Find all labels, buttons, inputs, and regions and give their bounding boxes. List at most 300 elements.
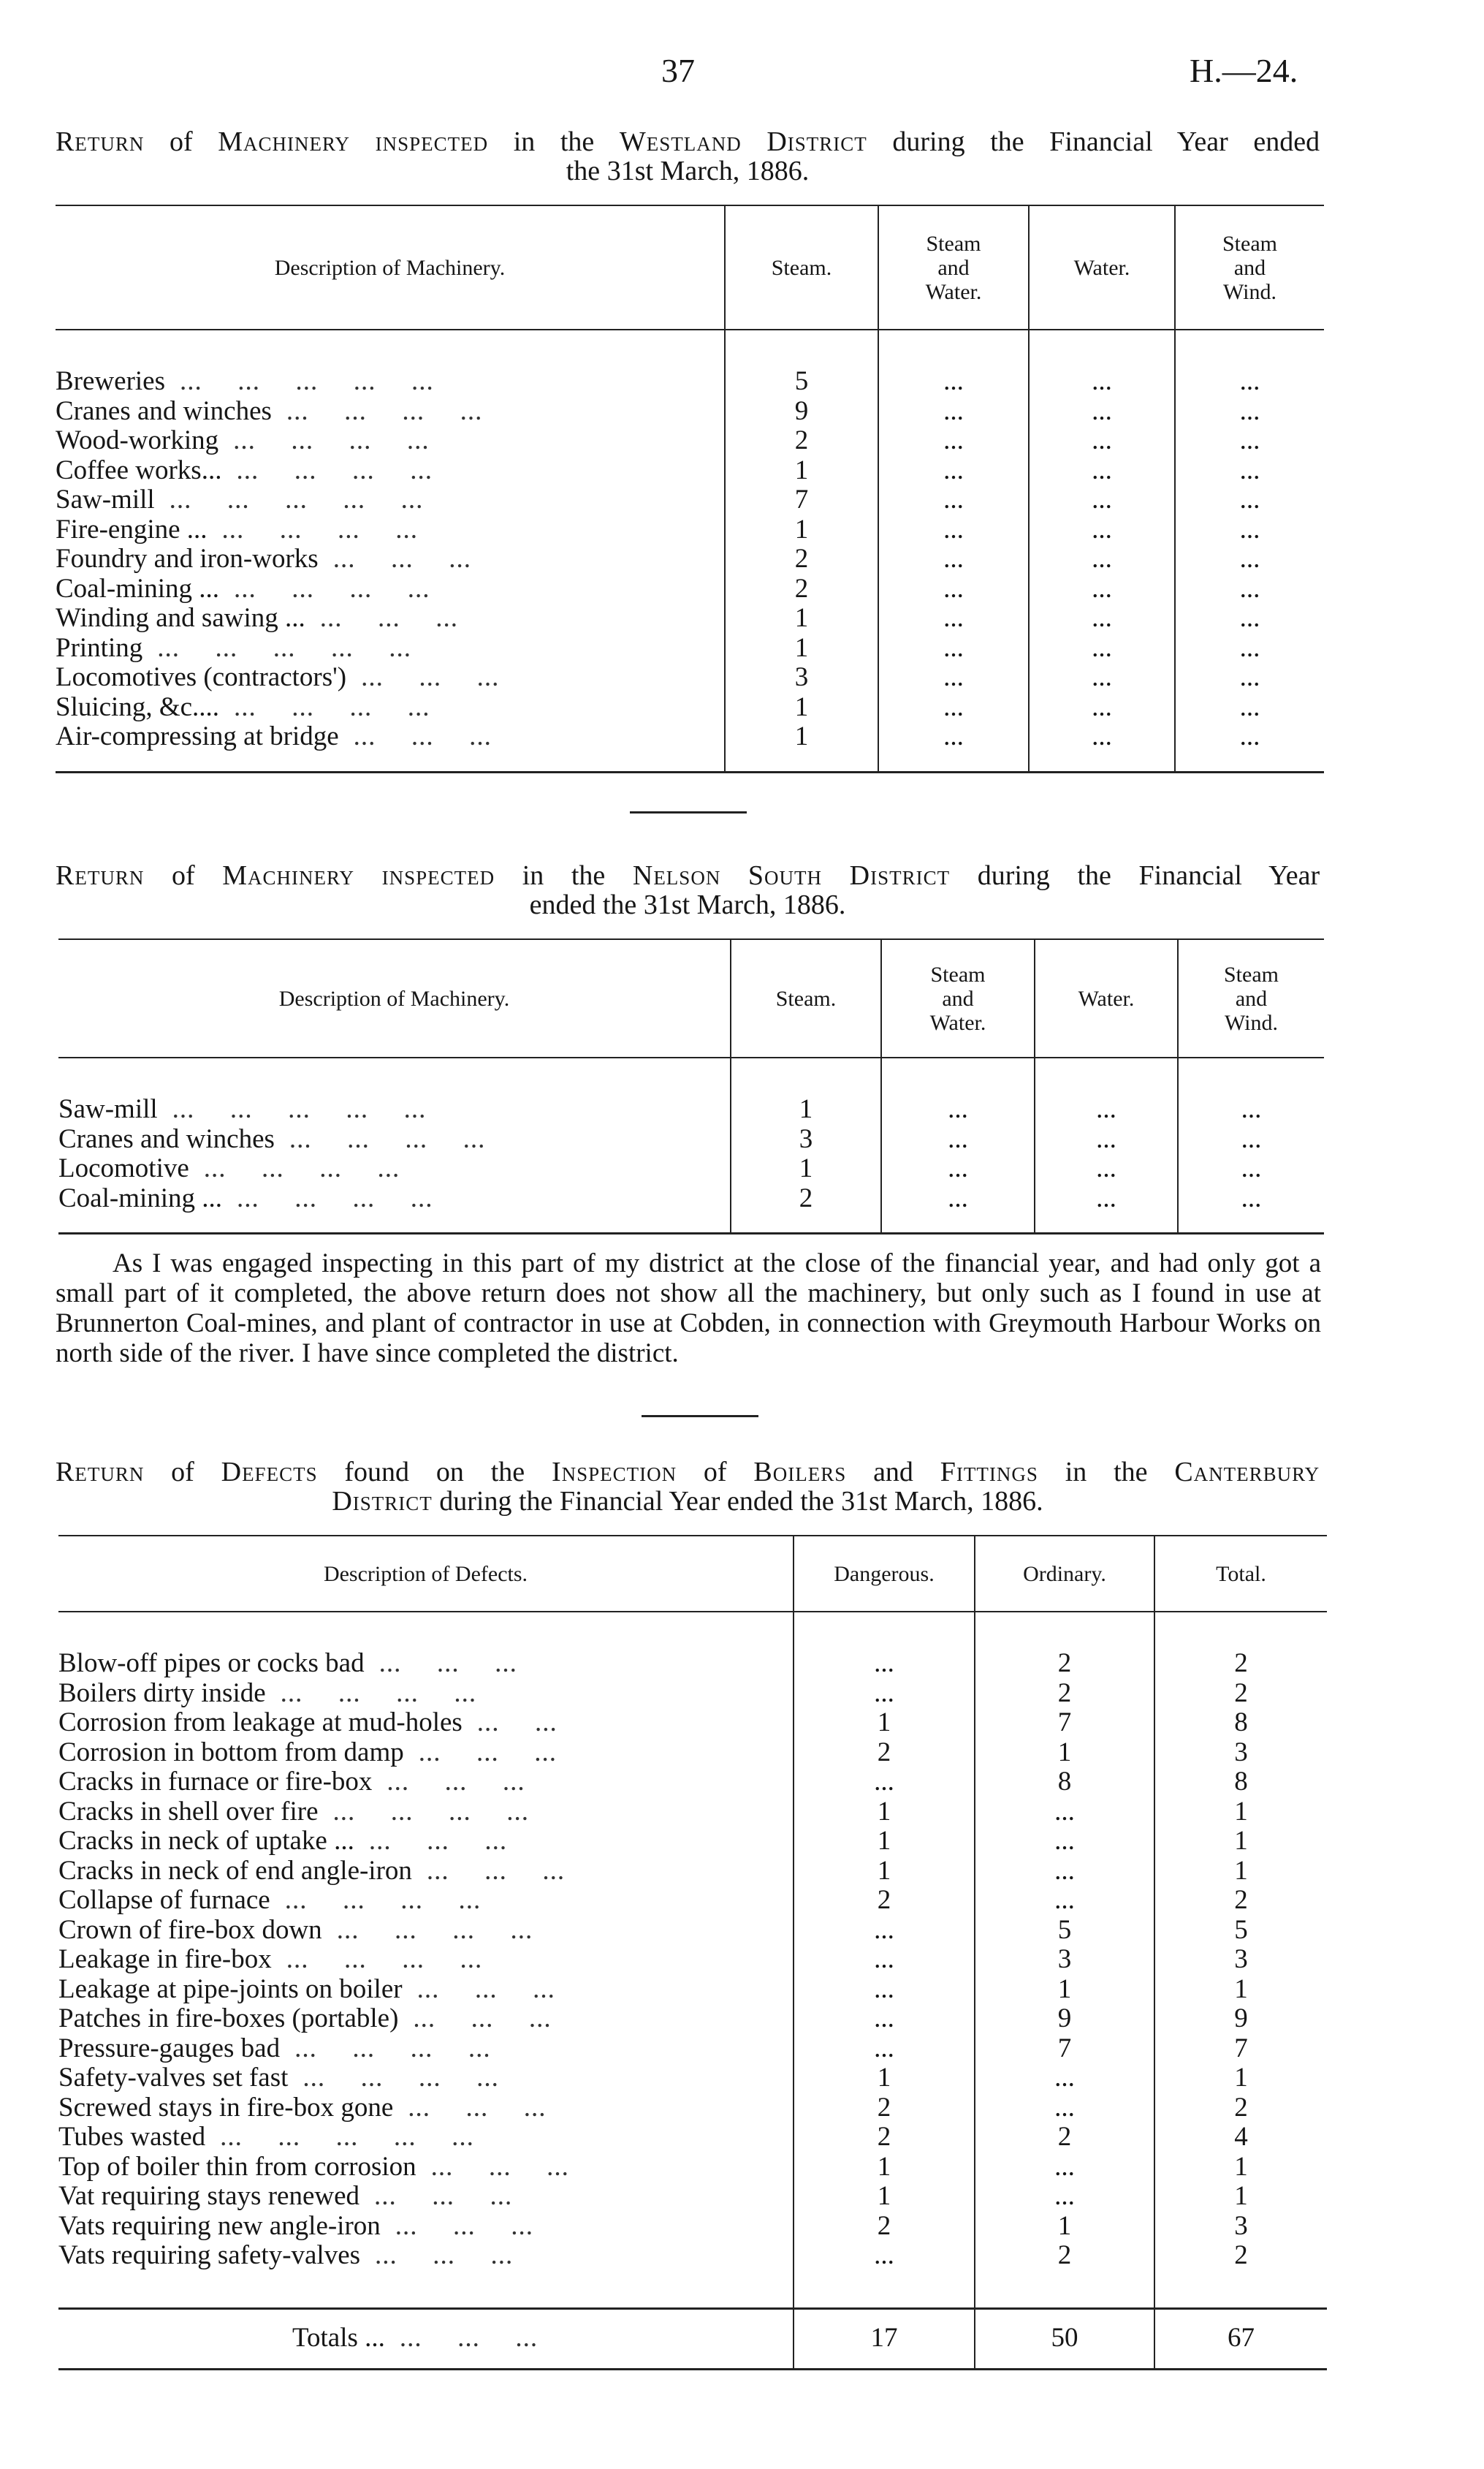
steam-water-cell: ... <box>878 722 1029 752</box>
spacer-row <box>58 1612 1327 1649</box>
total-cell: 5 <box>1154 1916 1327 1946</box>
total-cell: 2 <box>1154 2241 1327 2271</box>
leader-dots: ... ... ... ... <box>233 425 430 455</box>
table-row <box>58 1767 1327 1797</box>
water-cell: ... <box>1029 574 1175 604</box>
table-row <box>58 2063 1327 2093</box>
total-cell: 7 <box>1154 2034 1327 2064</box>
description-cell <box>56 604 725 634</box>
row-label: Vat requiring stays renewed <box>58 2181 360 2211</box>
leader-dots: ... ... ... <box>387 1767 525 1797</box>
description-cell <box>58 1708 794 1738</box>
spacer-cell <box>881 1058 1035 1095</box>
row-label: Locomotives (contractors') <box>56 662 347 692</box>
page-number: 37 <box>661 52 695 89</box>
spacer-row <box>58 1213 1324 1234</box>
table-row <box>58 2093 1327 2123</box>
totals-label-cell <box>58 2308 794 2369</box>
dangerous-cell: ... <box>794 1767 975 1797</box>
dangerous-cell: ... <box>794 2034 975 2064</box>
table-row <box>56 367 1324 397</box>
steam-cell: 9 <box>725 397 878 427</box>
leader-dots: ... ... ... <box>375 2240 514 2270</box>
description-cell <box>58 1679 794 1709</box>
spacer-cell <box>58 2271 794 2309</box>
description-cell <box>58 1945 794 1975</box>
table-row <box>56 722 1324 752</box>
row-label: Corrosion in bottom from damp <box>58 1737 404 1767</box>
description-cell <box>58 2063 794 2093</box>
canterbury-title-line2: District during the Financial Year ended the 31st March, 1886. <box>332 1486 1043 1517</box>
water-cell: ... <box>1029 367 1175 397</box>
description-cell <box>56 693 725 723</box>
row-label: Collapse of furnace <box>58 1885 270 1915</box>
steam-wind-cell: ... <box>1175 663 1324 693</box>
row-label: Leakage in fire-box <box>58 1944 272 1974</box>
totals-ordinary: 50 <box>975 2308 1154 2369</box>
col-header-dangerous: Dangerous. <box>794 1536 975 1612</box>
steam-cell: 1 <box>731 1095 881 1125</box>
table-row <box>56 663 1324 693</box>
spacer-cell <box>1154 2271 1327 2309</box>
leader-dots: ... ... ... <box>319 603 458 633</box>
row-label: Coffee works... <box>56 455 222 485</box>
steam-wind-cell: ... <box>1178 1184 1324 1214</box>
description-cell <box>56 485 725 515</box>
row-label: Coal-mining ... <box>56 573 220 604</box>
section-divider <box>630 811 747 813</box>
total-cell: 1 <box>1154 2153 1327 2182</box>
col-header-water: Water. <box>1029 205 1175 330</box>
steam-cell: 1 <box>725 456 878 486</box>
steam-cell: 1 <box>725 722 878 752</box>
spacer-cell <box>1029 330 1175 367</box>
row-label: Cracks in neck of end angle-iron <box>58 1855 412 1886</box>
row-label: Sluicing, &c.... <box>56 691 220 722</box>
leader-dots: ... ... ... ... ... <box>220 2122 474 2152</box>
dangerous-cell: ... <box>794 1916 975 1946</box>
dangerous-cell: 1 <box>794 1827 975 1857</box>
steam-cell: 3 <box>725 663 878 693</box>
steam-wind-cell: ... <box>1175 456 1324 486</box>
water-cell: ... <box>1029 693 1175 723</box>
row-label: Crown of fire-box down <box>58 1914 322 1945</box>
steam-wind-cell: ... <box>1178 1125 1324 1155</box>
steam-wind-cell: ... <box>1175 545 1324 574</box>
steam-water-cell: ... <box>881 1184 1035 1214</box>
ordinary-cell: 8 <box>975 1767 1154 1797</box>
steam-wind-cell: ... <box>1175 604 1324 634</box>
leader-dots: ... ... ... <box>413 2003 552 2033</box>
total-cell: 3 <box>1154 1738 1327 1768</box>
totals-total: 67 <box>1154 2308 1327 2369</box>
description-cell <box>58 2153 794 2182</box>
table-row <box>58 2004 1327 2034</box>
totals-dangerous: 17 <box>794 2308 975 2369</box>
description-cell <box>58 1827 794 1857</box>
description-cell <box>58 1767 794 1797</box>
spacer-cell <box>975 1612 1154 1649</box>
leader-dots: ... ... ... <box>416 1973 555 2004</box>
description-cell <box>58 2034 794 2064</box>
spacer-cell <box>1175 752 1324 773</box>
dangerous-cell: ... <box>794 2004 975 2034</box>
ordinary-cell: 2 <box>975 1679 1154 1709</box>
description-cell <box>58 1886 794 1916</box>
row-label: Cracks in furnace or fire-box <box>58 1767 373 1797</box>
leader-dots: ... ... ... ... ... <box>172 1094 427 1124</box>
description-cell <box>56 397 725 427</box>
water-cell: ... <box>1029 663 1175 693</box>
ordinary-cell: 7 <box>975 2034 1154 2064</box>
col-header-total: Total. <box>1154 1536 1327 1612</box>
spacer-cell <box>56 752 725 773</box>
description-cell <box>56 426 725 456</box>
description-cell <box>58 1154 731 1184</box>
westland-title-line2: the 31st March, 1886. <box>566 156 810 186</box>
description-cell <box>56 722 725 752</box>
total-cell: 2 <box>1154 2093 1327 2123</box>
steam-cell: 2 <box>725 426 878 456</box>
table-row <box>56 604 1324 634</box>
steam-wind-cell: ... <box>1175 367 1324 397</box>
row-label: Saw-mill <box>58 1094 158 1124</box>
total-cell: 1 <box>1154 2063 1327 2093</box>
dangerous-cell: ... <box>794 1945 975 1975</box>
spacer-cell <box>58 1058 731 1095</box>
spacer-cell <box>1154 1612 1327 1649</box>
water-cell: ... <box>1029 397 1175 427</box>
steam-cell: 2 <box>725 574 878 604</box>
leader-dots: ... ... ... ... <box>286 395 483 426</box>
spacer-cell <box>56 330 725 367</box>
spacer-cell <box>725 330 878 367</box>
ordinary-cell: 1 <box>975 1975 1154 2005</box>
canterbury-title-line1: Return of Defects found on the Inspection of Boilers and Fittings in the Canterbury <box>56 1457 1320 1487</box>
row-label: Locomotive <box>58 1153 189 1183</box>
description-cell <box>58 2212 794 2242</box>
spacer-cell <box>794 1612 975 1649</box>
water-cell: ... <box>1029 515 1175 545</box>
col-header-ordinary: Ordinary. <box>975 1536 1154 1612</box>
westland-title-line1: Return of Machinery inspected in the Westland District during the Financial Year ended <box>56 126 1320 157</box>
water-cell: ... <box>1035 1154 1178 1184</box>
total-cell: 1 <box>1154 1827 1327 1857</box>
steam-cell: 7 <box>725 485 878 515</box>
total-cell: 1 <box>1154 1975 1327 2005</box>
table-row <box>58 1708 1327 1738</box>
canterbury-table <box>58 1535 1327 2370</box>
leader-dots: ... ... ... ... <box>289 1123 486 1154</box>
col-header-steam: Steam. <box>731 939 881 1058</box>
table-row <box>58 1827 1327 1857</box>
westland-table <box>56 205 1324 773</box>
steam-water-cell: ... <box>878 456 1029 486</box>
table-row <box>58 2034 1327 2064</box>
row-label: Saw-mill <box>56 485 155 515</box>
table-row <box>56 693 1324 723</box>
leader-dots: ... ... ... ... <box>203 1153 400 1183</box>
leader-dots: ... ... ... <box>430 2151 569 2182</box>
table-row <box>56 397 1324 427</box>
dangerous-cell: 2 <box>794 2212 975 2242</box>
ordinary-cell: 3 <box>975 1945 1154 1975</box>
spacer-cell <box>1035 1213 1178 1234</box>
col-header-description: Description of Machinery. <box>58 939 731 1058</box>
spacer-cell <box>1178 1058 1324 1095</box>
leader-dots: ... ... ... ... <box>237 1183 433 1213</box>
dangerous-cell: 1 <box>794 2153 975 2182</box>
leader-dots: ... ... ... <box>399 2323 539 2354</box>
row-label: Cracks in neck of uptake ... <box>58 1826 354 1856</box>
dangerous-cell: 2 <box>794 2093 975 2123</box>
row-label: Fire-engine ... <box>56 514 208 545</box>
table-row <box>58 2153 1327 2182</box>
description-cell <box>58 2004 794 2034</box>
description-cell <box>56 663 725 693</box>
table-row <box>58 2241 1327 2271</box>
westland-title <box>56 127 1320 186</box>
dangerous-cell: ... <box>794 1679 975 1709</box>
dangerous-cell: ... <box>794 2241 975 2271</box>
spacer-cell <box>794 2271 975 2309</box>
spacer-cell <box>1178 1213 1324 1234</box>
spacer-cell <box>725 752 878 773</box>
document-reference: H.—24. <box>1190 52 1298 89</box>
leader-dots: ... ... ... <box>395 2210 534 2241</box>
steam-wind-cell: ... <box>1175 574 1324 604</box>
spacer-cell <box>881 1213 1035 1234</box>
steam-water-cell: ... <box>881 1154 1035 1184</box>
steam-cell: 5 <box>725 367 878 397</box>
leader-dots: ... ... ... ... <box>332 1796 529 1827</box>
total-cell: 8 <box>1154 1708 1327 1738</box>
spacer-row <box>58 1058 1324 1095</box>
table-row <box>58 1125 1324 1155</box>
description-cell <box>58 1797 794 1827</box>
description-cell <box>58 2093 794 2123</box>
spacer-cell <box>58 1612 794 1649</box>
row-label: Cranes and winches <box>56 395 272 426</box>
leader-dots: ... ... ... ... <box>336 1914 533 1945</box>
leader-dots: ... ... ... ... <box>221 514 419 545</box>
table-row <box>58 2212 1327 2242</box>
col-header-description: Description of Defects. <box>58 1536 794 1612</box>
nelson-title-line2: ended the 31st March, 1886. <box>529 890 846 920</box>
spacer-row <box>56 330 1324 367</box>
ordinary-cell: 2 <box>975 1649 1154 1679</box>
description-cell <box>56 515 725 545</box>
row-label: Boilers dirty inside <box>58 1677 266 1708</box>
steam-water-cell: ... <box>878 693 1029 723</box>
col-header-steam-water: Steam and Water. <box>878 205 1029 330</box>
ordinary-cell: 2 <box>975 2241 1154 2271</box>
description-cell <box>58 1125 731 1155</box>
col-header-water: Water. <box>1035 939 1178 1058</box>
dangerous-cell: ... <box>794 1649 975 1679</box>
steam-wind-cell: ... <box>1178 1095 1324 1125</box>
dangerous-cell: 1 <box>794 1797 975 1827</box>
leader-dots: ... ... ... ... <box>280 1677 477 1708</box>
total-cell: 1 <box>1154 2182 1327 2212</box>
description-cell <box>58 1184 731 1214</box>
spacer-cell <box>1035 1058 1178 1095</box>
water-cell: ... <box>1035 1095 1178 1125</box>
steam-water-cell: ... <box>878 634 1029 664</box>
row-label: Safety-valves set fast <box>58 2063 289 2093</box>
nelson-title-line1: Return of Machinery inspected in the Nelson South District during the Financial Year <box>56 860 1320 891</box>
dangerous-cell: 1 <box>794 1708 975 1738</box>
leader-dots: ... ... ... ... <box>234 573 430 604</box>
total-cell: 3 <box>1154 1945 1327 1975</box>
dangerous-cell: 1 <box>794 2063 975 2093</box>
leader-dots: ... ... ... ... <box>236 455 433 485</box>
table-row <box>58 1649 1327 1679</box>
leader-dots: ... ... ... ... ... <box>180 366 434 396</box>
water-cell: ... <box>1029 634 1175 664</box>
col-header-description: Description of Machinery. <box>56 205 725 330</box>
ordinary-cell: ... <box>975 1827 1154 1857</box>
steam-wind-cell: ... <box>1175 397 1324 427</box>
table-row <box>56 634 1324 664</box>
description-cell <box>58 1916 794 1946</box>
spacer-cell <box>975 2271 1154 2309</box>
row-label: Patches in fire-boxes (portable) <box>58 2003 399 2033</box>
leader-dots: ... ... ... ... <box>294 2033 491 2063</box>
steam-water-cell: ... <box>881 1125 1035 1155</box>
spacer-cell <box>1029 752 1175 773</box>
leader-dots: ... ... ... ... <box>234 691 430 722</box>
dangerous-cell: 2 <box>794 1886 975 1916</box>
water-cell: ... <box>1029 426 1175 456</box>
spacer-row <box>56 752 1324 773</box>
nelson-note: As I was engaged inspecting in this part of my district at the close of the financial year, and had only got a small part of it completed, the above return does not show all the machinery, but only such as I found in use at Brunnerton Coal-mines, and plant of contractor in use at Cobden, in connection with Greymouth Harbour Works on north side of the river. I have since completed the district. <box>56 1248 1321 1368</box>
table-row <box>56 456 1324 486</box>
steam-wind-cell: ... <box>1175 693 1324 723</box>
table-row <box>58 1886 1327 1916</box>
steam-water-cell: ... <box>878 397 1029 427</box>
table-row <box>56 485 1324 515</box>
water-cell: ... <box>1029 485 1175 515</box>
table-row <box>58 1857 1327 1886</box>
description-cell <box>58 1649 794 1679</box>
steam-water-cell: ... <box>881 1095 1035 1125</box>
row-label: Cracks in shell over fire <box>58 1796 319 1827</box>
water-cell: ... <box>1035 1125 1178 1155</box>
ordinary-cell: ... <box>975 1797 1154 1827</box>
steam-cell: 1 <box>725 693 878 723</box>
total-cell: 3 <box>1154 2212 1327 2242</box>
spacer-cell <box>731 1058 881 1095</box>
description-cell <box>58 2182 794 2212</box>
spacer-cell <box>731 1213 881 1234</box>
spacer-cell <box>878 752 1029 773</box>
leader-dots: ... ... ... ... ... <box>169 485 424 515</box>
totals-row <box>58 2308 1327 2369</box>
leader-dots: ... ... <box>476 1707 558 1737</box>
ordinary-cell: 1 <box>975 1738 1154 1768</box>
totals-label: Totals ... <box>292 2323 385 2354</box>
ordinary-cell: 9 <box>975 2004 1154 2034</box>
table-row <box>58 1184 1324 1214</box>
table-row <box>58 1154 1324 1184</box>
row-label: Tubes wasted <box>58 2122 206 2152</box>
water-cell: ... <box>1029 545 1175 574</box>
description-cell <box>58 2241 794 2271</box>
table-row <box>58 1797 1327 1827</box>
steam-water-cell: ... <box>878 545 1029 574</box>
leader-dots: ... ... ... <box>418 1737 557 1767</box>
col-header-steam-wind: Steam and Wind. <box>1175 205 1324 330</box>
table-row <box>58 1738 1327 1768</box>
total-cell: 8 <box>1154 1767 1327 1797</box>
steam-wind-cell: ... <box>1175 426 1324 456</box>
description-cell <box>58 2123 794 2153</box>
description-cell <box>58 1738 794 1768</box>
col-header-steam-water: Steam and Water. <box>881 939 1035 1058</box>
steam-wind-cell: ... <box>1175 515 1324 545</box>
steam-wind-cell: ... <box>1178 1154 1324 1184</box>
steam-water-cell: ... <box>878 574 1029 604</box>
row-label: Winding and sawing ... <box>56 603 305 633</box>
steam-wind-cell: ... <box>1175 634 1324 664</box>
dangerous-cell: 2 <box>794 2123 975 2153</box>
row-label: Top of boiler thin from corrosion <box>58 2151 416 2182</box>
steam-cell: 3 <box>731 1125 881 1155</box>
table-row <box>58 2123 1327 2153</box>
row-label: Coal-mining ... <box>58 1183 223 1213</box>
steam-water-cell: ... <box>878 485 1029 515</box>
steam-water-cell: ... <box>878 515 1029 545</box>
canterbury-title <box>56 1457 1320 1516</box>
row-label: Foundry and iron-works <box>56 544 319 574</box>
ordinary-cell: ... <box>975 2153 1154 2182</box>
spacer-row <box>58 2271 1327 2309</box>
table-row <box>58 2182 1327 2212</box>
col-header-steam-wind: Steam and Wind. <box>1178 939 1324 1058</box>
leader-dots: ... ... ... <box>361 662 500 692</box>
steam-cell: 2 <box>731 1184 881 1214</box>
description-cell <box>58 1857 794 1886</box>
spacer-cell <box>58 1213 731 1234</box>
row-label: Cranes and winches <box>58 1123 275 1154</box>
steam-cell: 1 <box>725 634 878 664</box>
table-row <box>56 515 1324 545</box>
table-row <box>56 574 1324 604</box>
leader-dots: ... ... ... <box>426 1855 566 1886</box>
steam-water-cell: ... <box>878 604 1029 634</box>
ordinary-cell: 2 <box>975 2123 1154 2153</box>
dangerous-cell: 1 <box>794 2182 975 2212</box>
steam-water-cell: ... <box>878 663 1029 693</box>
description-cell <box>58 1095 731 1125</box>
leader-dots: ... ... ... <box>408 2092 547 2123</box>
leader-dots: ... ... ... ... <box>302 2063 499 2093</box>
steam-cell: 1 <box>725 515 878 545</box>
water-cell: ... <box>1029 604 1175 634</box>
steam-cell: 2 <box>725 545 878 574</box>
row-label: Blow-off pipes or cocks bad <box>58 1648 365 1678</box>
table-row <box>56 426 1324 456</box>
dangerous-cell: 2 <box>794 1738 975 1768</box>
spacer-cell <box>1175 330 1324 367</box>
row-label: Corrosion from leakage at mud-holes <box>58 1707 463 1737</box>
steam-wind-cell: ... <box>1175 485 1324 515</box>
spacer-cell <box>878 330 1029 367</box>
leader-dots: ... ... ... ... ... <box>157 632 411 663</box>
dangerous-cell: 1 <box>794 1857 975 1886</box>
total-cell: 4 <box>1154 2123 1327 2153</box>
